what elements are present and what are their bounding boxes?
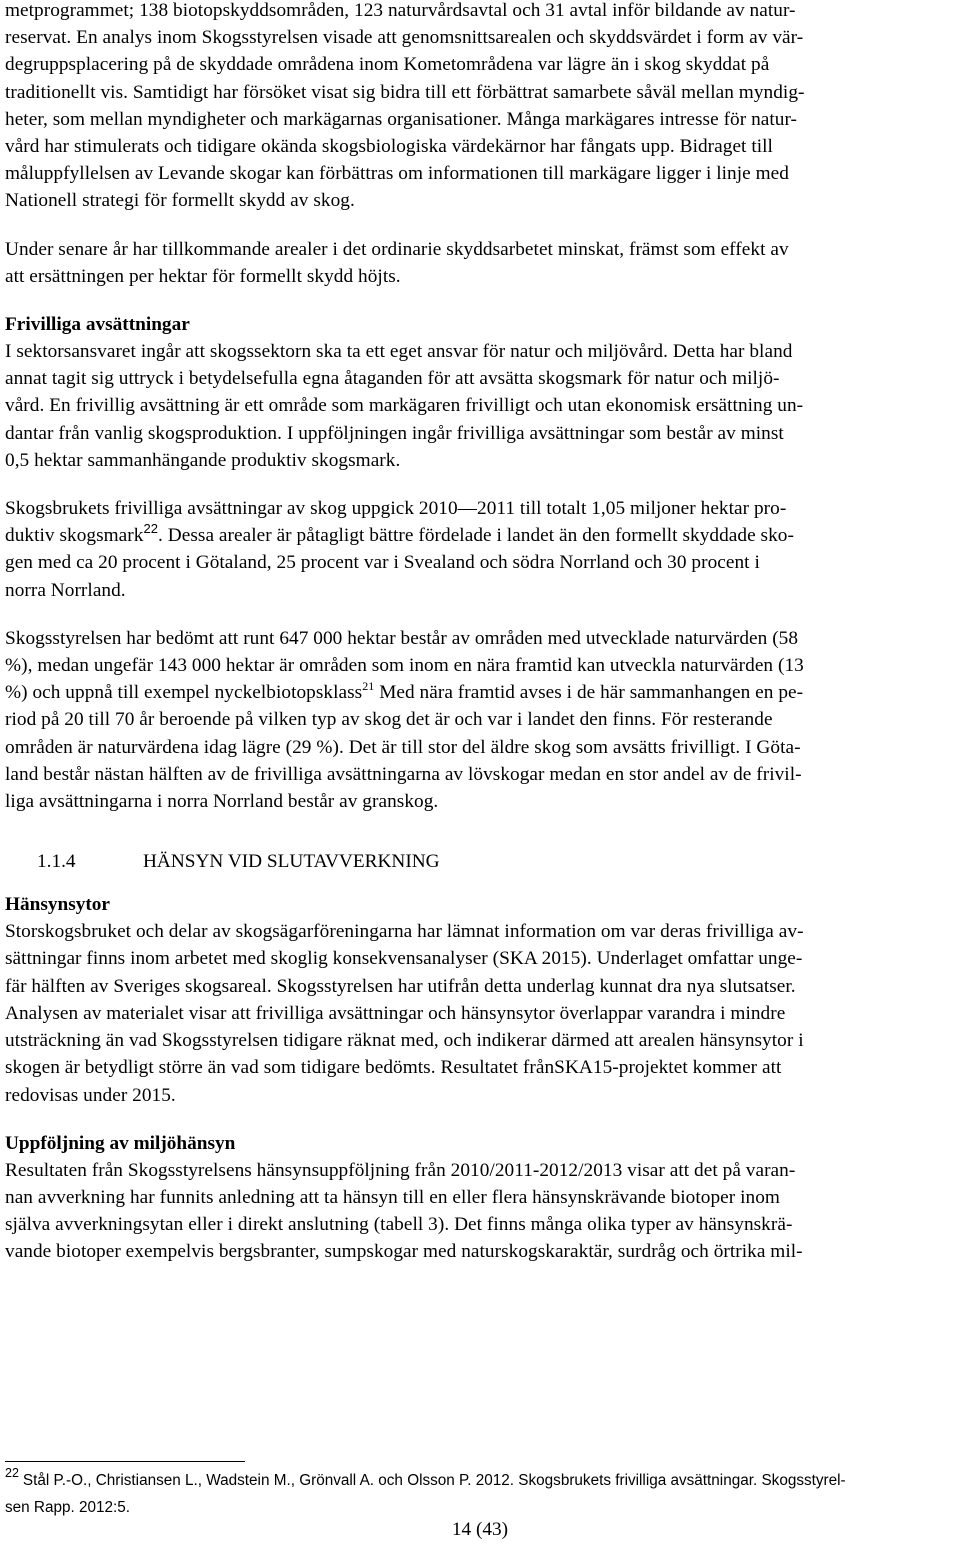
heading-uppfoljning-miljohansyn: Uppföljning av miljöhänsyn xyxy=(5,1132,236,1154)
footnote-reference: 22 xyxy=(143,521,159,537)
paragraph-skogsbrukets-avsattningar xyxy=(5,495,955,604)
document-page xyxy=(5,0,955,1266)
footnote-divider xyxy=(5,1461,245,1462)
paragraph-hansynsuppfoljning: Resultaten från Skogsstyrelsens hänsynsuppföljning från 2010/2011-2012/2013 visar att det på varan- nan avverkning har funnits anledning att ta hänsyn till en eller flera hänsynskrävande biotoper inom själva avverkningsytan eller i direkt anslutning (tabell 3). Det finns många olika typer av hänsynskrä- vande biotoper exempelvis bergsbranter, sumpskogar med naturskogskaraktär, surdråg och örtrika mil- xyxy=(5,1159,803,1263)
paragraph-kometprogrammet: metprogrammet; 138 biotopskyddsområden, 123 naturvårdsavtal och 31 avtal inför bildande av natur- reservat. En analys inom Skogsstyrelsen visade att genomsnittsarealen och skyddsvärdet i form av vär- degruppsplacering på de skyddade områdena inom Kometområdena var lägre än i skog skyddat på traditionellt vis. Samtidigt har försöket visat sig bidra till ett förbättrat samarbete såväl mellan myndig- heter, som mellan myndigheter och markägarnas organisationer. Många markägares intresse för natur- vård har stimulerats och tidigare okända skogsbiologiska värdekärnor har fångats upp. Bidraget till måluppfyllelsen av Levande skogar kan förbättras om informationen till markägare ligger i linje med Nationell strategi för formellt skydd av skog. xyxy=(5,0,805,212)
paragraph-skyddsarbetet: Under senare år har tillkommande arealer i det ordinarie skyddsarbetet minskat, främst som effekt av att ersättningen per hektar för formellt skydd höjts. xyxy=(5,238,789,287)
heading-frivilliga-avsattningar: Frivilliga avsättningar xyxy=(5,314,190,336)
section-number: 1.1.4 xyxy=(37,851,76,873)
footnote-reference: 21 xyxy=(362,679,375,694)
paragraph-sektorsansvaret: I sektorsansvaret ingår att skogssektorn ska ta ett eget ansvar för natur och miljövård. Detta har bland annat tagit sig uttryck i betydelsefulla egna åtaganden för att avsätta skogsmark för natur och miljö- vård. En frivillig avsättning är ett område som markägaren frivilligt och utan ekonomisk ersättning un- dantar från vanlig skogsproduktion. I uppföljningen ingår frivilliga avsättningar som består av minst 0,5 hektar sammanhängande produktiv skogsmark. xyxy=(5,341,804,471)
section-title: HÄNSYN VID SLUTAVVERKNING xyxy=(143,851,440,873)
paragraph-text-part: Skogsbrukets frivilliga avsättningar av skog uppgick 2010—2011 till totalt 1,05 miljoner hektar pro- duktiv skogsmark xyxy=(5,498,787,547)
heading-hansynsytor: Hänsynsytor xyxy=(5,894,110,916)
paragraph-text-part: . Dessa arealer är påtagligt bättre fördelade i landet än den formellt skyddade sko- gen med ca 20 procent i Götaland, 25 procent var i Svealand och södra Norrland och 30 procent i norra Norrland. xyxy=(5,525,794,601)
footnote-text: Stål P.-O., Christiansen L., Wadstein M., Grönvall A. och Olsson P. 2012. Skogsbrukets frivilliga avsättningar. Skogsstyrel- sen Rapp. 2012:5. xyxy=(5,1472,846,1516)
paragraph-naturvarden xyxy=(5,625,955,815)
section-heading xyxy=(5,848,955,875)
footnote-mark: 22 xyxy=(5,1466,19,1480)
paragraph-text-part: Skogsstyrelsen har bedömt att runt 647 000 hektar består av områden med utvecklade naturvärden (58 %), medan ungefär 143 000 hektar är områden som inom en nära framtid kan utveckla naturvärden (13 %) och uppnå till exempel nyckelbiotopsklass xyxy=(5,627,804,704)
paragraph-text-part: Med nära framtid avses i de här sammanhangen en pe- riod på 20 till 70 år beroende på vilken typ av skog det är och var i landet den finns. För resterande områden är naturvärdena idag lägre (29 %). Det är till stor del äldre skog som avsätts frivilligt. I Göta- land består nästan hälften av de frivilliga avsättningarna av lövskogar medan en stor andel av de frivil- liga avsättningarna i norra Norrland består av granskog. xyxy=(5,682,804,813)
footnote xyxy=(5,1467,955,1521)
page-number: 14 (43) xyxy=(451,1519,509,1540)
paragraph-hansynsytor: Storskogsbruket och delar av skogsägarföreningarna har lämnat information om var deras frivilliga av- sättningar finns inom arbetet med skoglig konsekvensanalyser (SKA 2015). Underlaget omfattar unge- fär hälften av Sveriges skogsareal. Skogsstyrelsen har utifrån detta underlag kunnat dra nya slutsatser. Analysen av materialet visar att frivilliga avsättningar och hänsynsytor överlappar varandra i mindre utsträckning än vad Skogsstyrelsen tidigare räknat med, och indikerar därmed att arealen hänsynsytor i skogen är betydligt större än vad som tidigare bedömts. Resultatet frånSKA15-projektet kommer att redovisas under 2015. xyxy=(5,921,804,1106)
